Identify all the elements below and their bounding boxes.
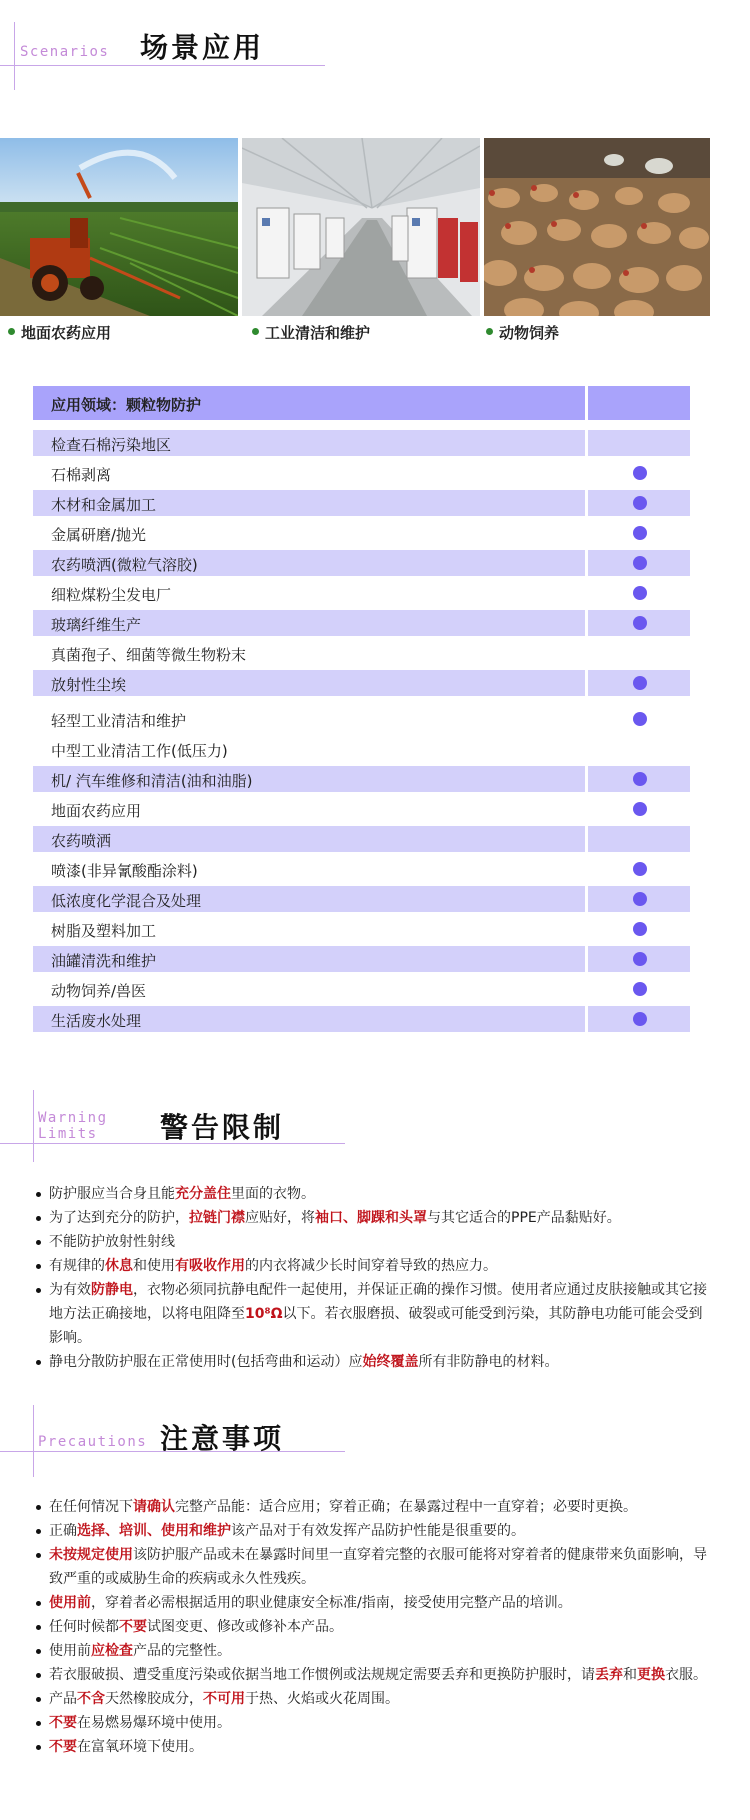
highlight-text: 不可用	[203, 1691, 245, 1707]
table-row-label: 机/ 汽车维修和清洁(油和油脂)	[51, 772, 253, 790]
list-item	[36, 1182, 716, 1206]
table-row	[33, 796, 690, 822]
table-row-label: 细粒煤粉尘发电厂	[51, 586, 172, 604]
body-text: 和	[623, 1667, 637, 1683]
table-row-label: 喷漆(非异氰酸酯涂料)	[51, 862, 198, 880]
list-item	[36, 1495, 716, 1519]
body-text: 任何时候都	[49, 1619, 119, 1635]
precautions-zh-title: 注意事项	[160, 1422, 285, 1455]
list-item	[36, 1687, 716, 1711]
body-text: 在任何情况下	[49, 1499, 133, 1515]
highlight-text: 应检查	[91, 1643, 133, 1659]
list-item	[36, 1591, 716, 1615]
table-row	[33, 550, 690, 576]
body-text: 衣服。	[665, 1667, 707, 1683]
precautions-header	[0, 1405, 750, 1485]
scenarios-header	[0, 0, 750, 90]
body-text: 试图变更、修改或修补本产品。	[147, 1619, 343, 1635]
list-item	[36, 1278, 716, 1350]
precautions-en-title: Precautions	[38, 1434, 148, 1450]
list-item	[36, 1519, 716, 1543]
table-row	[33, 610, 690, 636]
scenarios-en-title: Scenarios	[20, 44, 110, 60]
highlight-text: 更换	[637, 1667, 665, 1683]
highlight-text: 不含	[77, 1691, 105, 1707]
applicable-mark-icon	[633, 952, 647, 966]
body-text: 于热、火焰或火花周围。	[245, 1691, 399, 1707]
table-row-label: 农药喷洒	[51, 832, 112, 850]
table-row	[33, 520, 690, 546]
table-row-label: 石棉剥离	[51, 466, 112, 484]
applicable-mark-icon	[633, 922, 647, 936]
application-table	[33, 386, 690, 1046]
body-text: 在易燃易爆环境中使用。	[77, 1715, 231, 1731]
table-row	[33, 640, 690, 666]
highlight-text: 始终覆盖	[362, 1354, 419, 1370]
body-text: 与其它适合的PPE产品黏贴好。	[427, 1210, 621, 1226]
table-row	[33, 736, 690, 762]
highlight-text: 拉链门襟	[189, 1210, 245, 1226]
body-text: 静电分散防护服在正常使用时(包括弯曲和运动）应	[49, 1354, 363, 1370]
table-row-label: 木材和金属加工	[51, 496, 157, 514]
highlight-text: 丢弃	[595, 1667, 623, 1683]
body-text: 以下。若衣服磨损、破裂或可能受到污染，其防静电功能可能会受到影响。	[49, 1306, 703, 1346]
body-text: ，穿着者必需根据适用的职业健康安全标准/指南，接受使用完整产品的培训。	[91, 1595, 572, 1611]
table-row	[33, 976, 690, 1002]
applicable-mark-icon	[633, 802, 647, 816]
table-row	[33, 1006, 690, 1032]
body-text: 该产品对于有效发挥产品防护性能是很重要的。	[231, 1523, 525, 1539]
highlight-text: 不要	[49, 1739, 77, 1755]
table-row-label: 油罐清洗和维护	[51, 952, 157, 970]
photo-industrial-cleaning	[242, 138, 480, 316]
photo-animal-husbandry	[484, 138, 710, 316]
highlight-text: 袖口、脚踝和头罩	[315, 1210, 427, 1226]
list-item	[36, 1711, 716, 1735]
warning-header	[0, 1090, 750, 1170]
applicable-mark-icon	[633, 772, 647, 786]
list-item	[36, 1206, 716, 1230]
scenarios-zh-title: 场景应用	[140, 31, 265, 64]
list-item	[36, 1663, 716, 1687]
table-row	[33, 580, 690, 606]
caption-animal: 动物饲养	[486, 322, 559, 343]
highlight-text: 10⁸Ω	[245, 1306, 283, 1322]
table-row-label: 树脂及塑料加工	[51, 922, 157, 940]
table-row-label: 生活废水处理	[51, 1012, 142, 1030]
table-header	[33, 386, 690, 412]
applicable-mark-icon	[633, 712, 647, 726]
body-text: 的内衣将减少长时间穿着导致的热应力。	[245, 1258, 497, 1274]
highlight-text: 不要	[119, 1619, 147, 1635]
photo-pesticide-application	[0, 138, 238, 316]
table-row	[33, 886, 690, 912]
body-text: 完整产品能：适合应用；穿着正确；在暴露过程中一直穿着；必要时更换。	[175, 1499, 637, 1515]
body-text: 应贴好，将	[245, 1210, 315, 1226]
highlight-text: 未按规定使用	[49, 1547, 133, 1563]
applicable-mark-icon	[633, 892, 647, 906]
highlight-text: 不要	[49, 1715, 77, 1731]
table-row-label: 真菌孢子、细菌等微生物粉末	[51, 646, 247, 664]
body-text: 产品	[49, 1691, 77, 1707]
warning-list	[36, 1182, 716, 1374]
warning-zh-title: 警告限制	[160, 1111, 285, 1144]
list-item	[36, 1230, 716, 1254]
applicable-mark-icon	[633, 982, 647, 996]
table-row	[33, 670, 690, 696]
table-row-label: 地面农药应用	[51, 802, 142, 820]
list-item	[36, 1350, 716, 1374]
table-row	[33, 826, 690, 852]
body-text: 所有非防静电的材料。	[418, 1354, 559, 1370]
body-text: ，衣物必须同抗静电配件一起使用，并保证正确的操作习惯。使用者应通过皮肤接触或其它接地方法正确接地，以将电阻降至	[49, 1282, 707, 1322]
list-item	[36, 1735, 716, 1759]
table-row-label: 中型工业清洁工作(低压力)	[51, 742, 228, 760]
list-item	[36, 1615, 716, 1639]
precautions-list	[36, 1495, 716, 1759]
body-text: 不能防护放射性射线	[49, 1234, 175, 1250]
highlight-text: 休息	[105, 1258, 133, 1274]
table-row	[33, 856, 690, 882]
table-row-label: 动物饲养/兽医	[51, 982, 147, 1000]
applicable-mark-icon	[633, 466, 647, 480]
list-item	[36, 1543, 716, 1591]
warning-en-line2: Limits	[38, 1126, 98, 1142]
applicable-mark-icon	[633, 862, 647, 876]
highlight-text: 请确认	[133, 1499, 175, 1515]
caption-pesticide: 地面农药应用	[8, 322, 111, 343]
table-row	[33, 460, 690, 486]
applicable-mark-icon	[633, 526, 647, 540]
highlight-text: 使用前	[49, 1595, 91, 1611]
highlight-text: 防静电	[91, 1282, 133, 1298]
body-text: 产品的完整性。	[133, 1643, 231, 1659]
body-text: 有规律的	[49, 1258, 105, 1274]
table-row-label: 低浓度化学混合及处理	[51, 892, 202, 910]
table-row	[33, 916, 690, 942]
body-text: 里面的衣物。	[231, 1186, 315, 1202]
table-row-label: 农药喷洒(微粒气溶胶)	[51, 556, 198, 574]
body-text: 为有效	[49, 1282, 91, 1298]
body-text: 天然橡胶成分，	[105, 1691, 203, 1707]
table-row	[33, 766, 690, 792]
body-text: 该防护服产品或未在暴露时间里一直穿着完整的衣服可能将对穿着者的健康带来负面影响，导致严重的或威胁生命的疾病或永久性残疾。	[49, 1547, 707, 1587]
applicable-mark-icon	[633, 586, 647, 600]
applicable-mark-icon	[633, 616, 647, 630]
list-item	[36, 1254, 716, 1278]
applicable-mark-icon	[633, 496, 647, 510]
body-text: 若衣服破损、遭受重度污染或依据当地工作惯例或法规规定需要丢弃和更换防护服时，请	[49, 1667, 595, 1683]
table-row-label: 检查石棉污染地区	[51, 436, 172, 454]
body-text: 使用前	[49, 1643, 91, 1659]
table-row-label: 玻璃纤维生产	[51, 616, 142, 634]
body-text: 在富氧环境下使用。	[77, 1739, 203, 1755]
table-header-label: 应用领域：颗粒物防护	[51, 396, 202, 414]
highlight-text: 选择、培训、使用和维护	[77, 1523, 231, 1539]
body-text: 防护服应当合身且能	[49, 1186, 175, 1202]
highlight-text: 充分盖住	[175, 1186, 231, 1202]
table-row-label: 轻型工业清洁和维护	[51, 712, 187, 730]
caption-industrial: 工业清洁和维护	[252, 322, 370, 343]
table-row	[33, 490, 690, 516]
highlight-text: 有吸收作用	[175, 1258, 245, 1274]
table-row-label: 放射性尘埃	[51, 676, 127, 694]
body-text: 正确	[49, 1523, 77, 1539]
applicable-mark-icon	[633, 676, 647, 690]
applicable-mark-icon	[633, 1012, 647, 1026]
applicable-mark-icon	[633, 556, 647, 570]
warning-en-line1: Warning	[38, 1110, 108, 1126]
table-row-label: 金属研磨/抛光	[51, 526, 147, 544]
list-item	[36, 1639, 716, 1663]
table-row	[33, 706, 690, 732]
table-row	[33, 946, 690, 972]
body-text: 和使用	[133, 1258, 175, 1274]
body-text: 为了达到充分的防护，	[49, 1210, 189, 1226]
table-row	[33, 430, 690, 456]
